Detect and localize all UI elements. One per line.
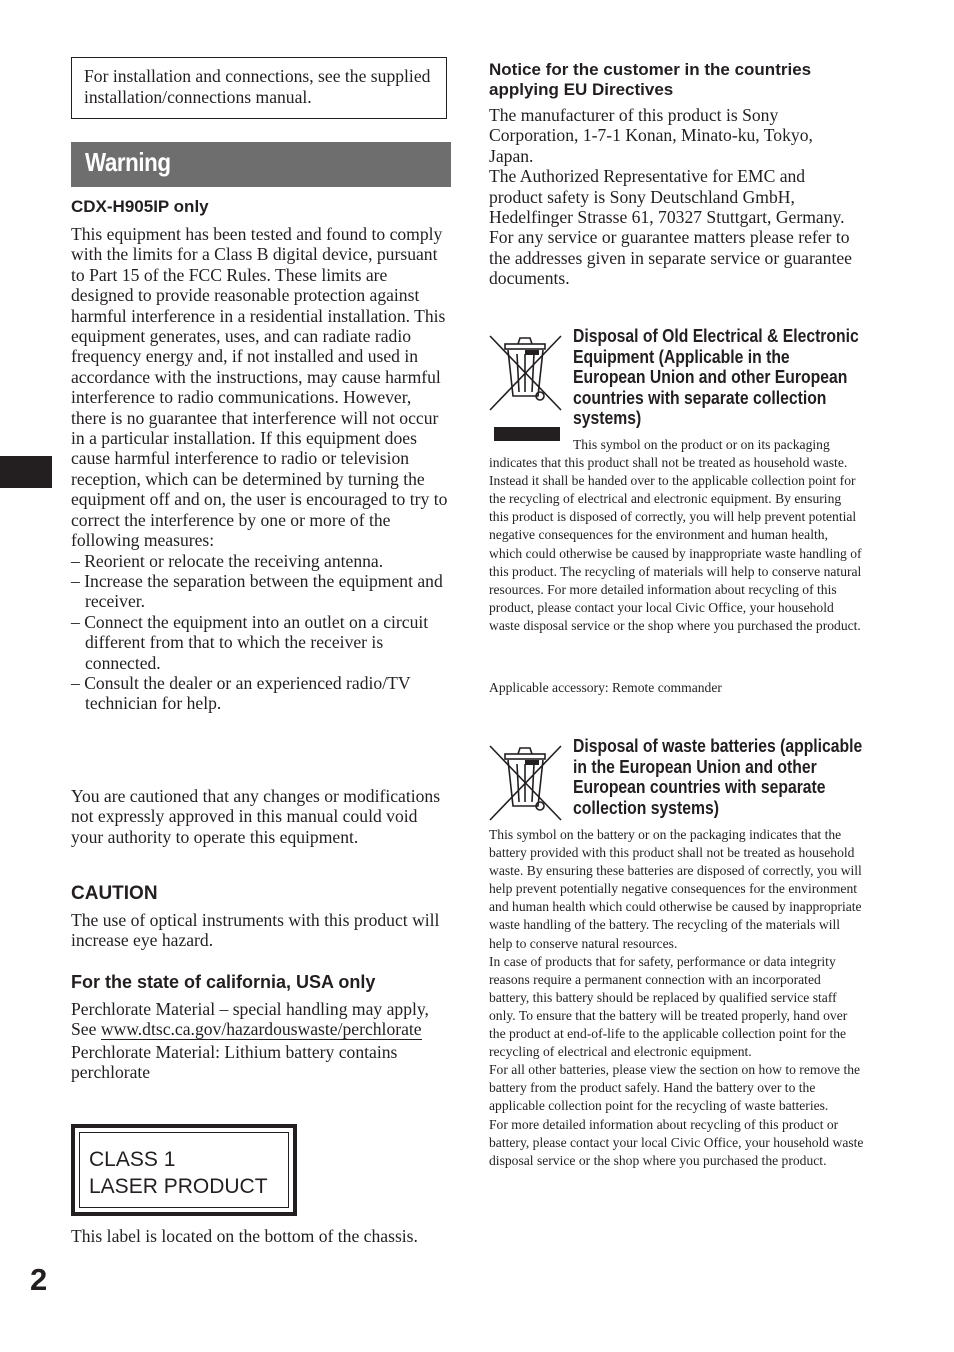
measure-item: – Connect the equipment into an outlet on a circuit different from that to which the receiver is connected.: [71, 611, 429, 673]
caution-section: [71, 910, 449, 951]
see-prefix: See: [71, 1019, 101, 1040]
crossed-bin-battery-icon: [489, 740, 563, 824]
modification-caution: [71, 786, 449, 847]
warning-title: Warning: [85, 147, 171, 177]
installation-note-box: [71, 57, 447, 119]
weee-heading: Disposal of Old Electrical & Electronic Equipment (Applicable in the European Union and other European countries with separate collection systems): [573, 325, 859, 429]
installation-note: For installation and connections, see the supplied installation/connections manual.: [84, 66, 431, 107]
california-line3: Perchlorate Material: Lithium battery contains perchlorate: [71, 1041, 398, 1083]
measure-item: – Consult the dealer or an experienced radio/TV technician for help.: [71, 672, 411, 714]
section-tab-marker: [0, 456, 52, 488]
laser-product: LASER PRODUCT: [89, 1175, 268, 1198]
fcc-measures-list: [71, 551, 449, 714]
fcc-heading: CDX-H905IP only: [71, 197, 209, 216]
batteries-heading: Disposal of waste batteries (applicable in the European Union and other European countries with separate collection systems): [573, 735, 863, 818]
california-line1: Perchlorate Material – special handling may apply,: [71, 999, 429, 1019]
crossed-bin-icon: [489, 330, 563, 414]
eu-notice-heading: Notice for the customer in the countries applying EU Directives: [489, 60, 812, 99]
california-section: [71, 999, 451, 1083]
page-number: 2: [30, 1262, 48, 1297]
batteries-p1: This symbol on the battery or on the packaging indicates that the battery provided with this product shall not be treated as household waste. By ensuring these batteries are disposed of correctly, you will help prevent potentially negative consequences for the environment and human health which could otherwise be caused by inappropriate waste handling of the battery. The recycling of the materials will help to conserve natural resources.: [489, 827, 862, 951]
caution-body: The use of optical instruments with this product will increase eye hazard.: [71, 910, 440, 951]
california-heading: For the state of california, USA only: [71, 972, 376, 992]
california-see-line: [71, 1019, 451, 1039]
weee-body: This symbol on the product or on its packaging indicates that this product shall not be treated as household waste. Instead it shall be handed over to the applicable collection point for the recycling of electrical and electronic equipment. By ensuring this product is disposed of correctly, you will help prevent potential negative consequences for the environment and human health, which could otherwise be caused by inappropriate waste handling of this product. The recycling of materials will help to conserve natural resources. For more detailed information about recycling of this product, please contact your local Civic Office, your household waste disposal service or the shop where you purchased the product.: [489, 437, 862, 633]
measure-item: – Increase the separation between the equipment and receiver.: [71, 570, 443, 612]
caution-heading: CAUTION: [71, 883, 158, 904]
weee-accessory: Applicable accessory: Remote commander: [489, 680, 722, 695]
measure-item: – Reorient or relocate the receiving antenna.: [71, 550, 384, 571]
laser-class: CLASS 1: [89, 1148, 176, 1171]
eu-notice-representative: The Authorized Representative for EMC and product safety is Sony Deutschland GmbH, Hedelfinger Strasse 61, 70327 Stuttgart, Germany. For any service or guarantee matters please refer to the addresses given in separate service or guarantee documents.: [489, 166, 852, 289]
label-location-text: This label is located on the bottom of the chassis.: [71, 1226, 418, 1246]
fcc-section: [71, 224, 449, 714]
batteries-section: [489, 826, 864, 1170]
modification-caution-text: You are cautioned that any changes or modifications not expressly approved in this manual could void your authority to operate this equipment.: [71, 786, 441, 847]
batteries-p2: In case of products that for safety, performance or data integrity reasons require a permanent connection with an incorporated battery, this battery should be replaced by qualified service staff only. To ensure that the battery will be treated properly, hand over the product at end-of-life to the applicable collection point for the recycling of electrical and electronic equipment.: [489, 953, 848, 1060]
eu-notice-section: [489, 105, 861, 289]
laser-label-text: [89, 1146, 268, 1200]
laser-product-label: [71, 1124, 297, 1216]
fcc-body: This equipment has been tested and found to comply with the limits for a Class B digital device, pursuant to Part 15 of the FCC Rules. These limits are designed to provide reasonable protection against harmful interference in a residential installation. This equipment generates, uses, and can radiate radio frequency energy and, if not installed and used in accordance with the instructions, may cause harmful interference to radio communications. However, there is no guarantee that interference will not occur in a particular installation. If this equipment does cause harmful interference to radio or television reception, which can be determined by turning the equipment off and on, the user is encouraged to try to correct the interference by one or more of the following measures:: [71, 224, 448, 551]
dtsc-link[interactable]: www.dtsc.ca.gov/hazardouswaste/perchlorate: [100, 1019, 422, 1040]
warning-banner: [71, 142, 451, 187]
batteries-p3: For all other batteries, please view the section on how to remove the battery from the product safely. Hand the battery over to the applicable collection point for the recycling of waste batteries.: [489, 1062, 861, 1114]
label-location-section: [71, 1226, 431, 1246]
eu-notice-manufacturer: The manufacturer of this product is Sony Corporation, 1-7-1 Konan, Minato-ku, Tokyo, Japan.: [489, 105, 813, 166]
batteries-p4: For more detailed information about recycling of this product or battery, please contact your local Civic Office, your household waste disposal service or the shop where you purchased the product.: [489, 1116, 864, 1168]
